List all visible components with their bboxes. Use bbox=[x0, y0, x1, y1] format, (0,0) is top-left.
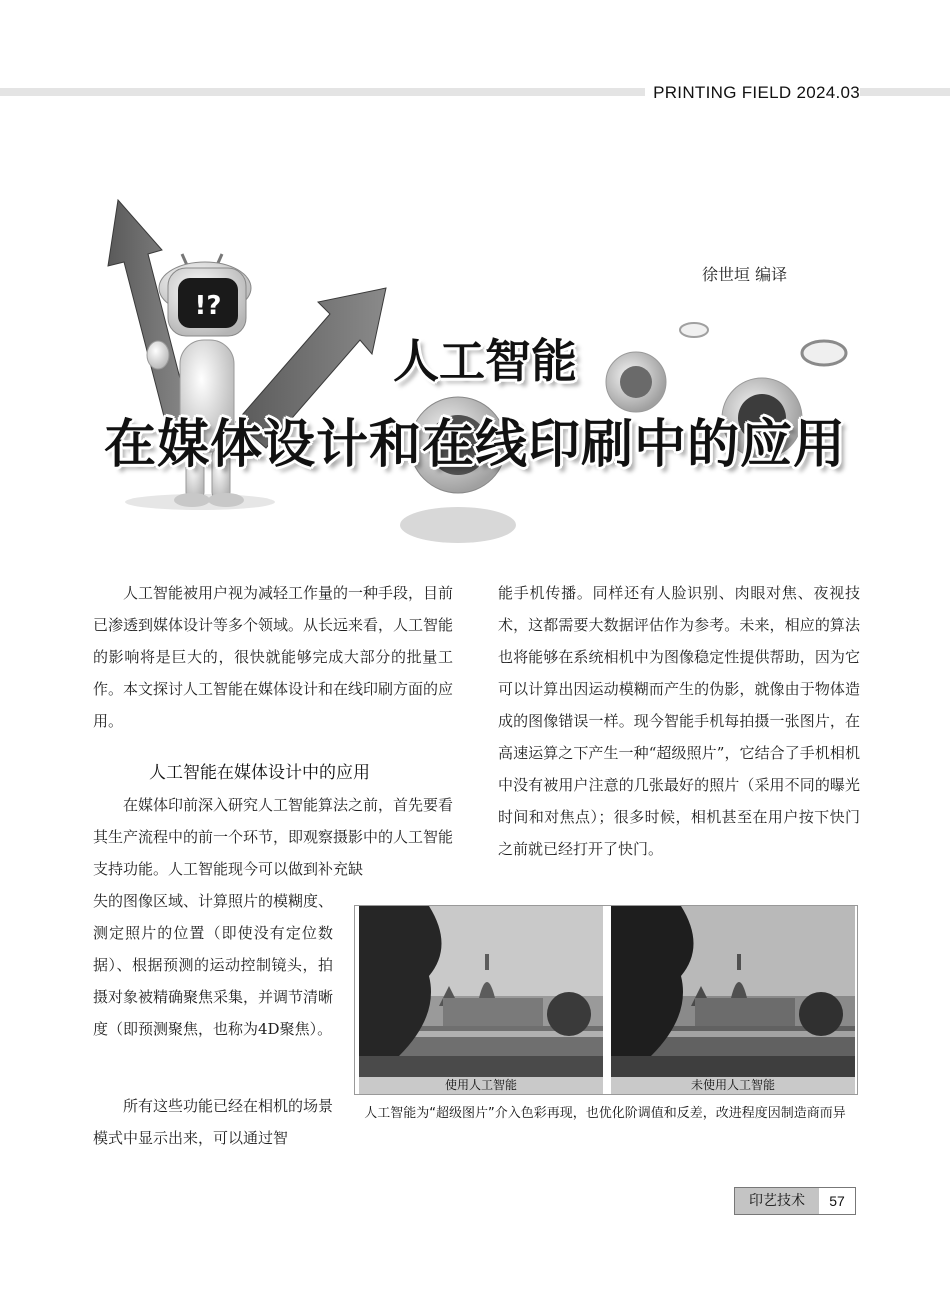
page-footer bbox=[734, 1187, 856, 1215]
article-title-line1: 人工智能 bbox=[393, 334, 577, 388]
journal-name: 印艺技术 bbox=[735, 1188, 819, 1214]
photo-with-ai bbox=[359, 906, 603, 1094]
photo-with-ai-image bbox=[359, 906, 603, 1094]
intro-paragraph: 人工智能被用户视为减轻工作量的一种手段，目前已渗透到媒体设计等多个领域。从长远来看，人工智能的影响将是巨大的，很快就能够完成大部分的批量工作。本文探讨人工智能在媒体设计和在线印刷方面的应用。 bbox=[93, 584, 454, 730]
body-paragraph: 在媒体印前深入研究人工智能算法之前，首先要看其生产流程中的前一个环节，即观察摄影中的人工智能支持功能。人工智能现今可以做到补充缺 bbox=[93, 796, 454, 878]
page-number: 57 bbox=[819, 1188, 855, 1214]
left-column-bottom bbox=[93, 1090, 333, 1154]
robot-sign-icon: !? bbox=[194, 291, 222, 321]
section-heading: 人工智能在媒体设计中的应用 bbox=[149, 763, 370, 783]
body-paragraph: 所有这些功能已经在相机的场景模式中显示出来，可以通过智 bbox=[93, 1097, 334, 1147]
photo-label: 未使用人工智能 bbox=[611, 1077, 855, 1094]
right-column bbox=[498, 577, 860, 865]
body-paragraph-continued: 失的图像区域、计算照片的模糊度、测定照片的位置（即使没有定位数据）、根据预测的运动控制镜头，拍摄对象被精确聚焦采集，并调节清晰度（即预测聚焦，也称为4D聚焦）。 bbox=[93, 892, 334, 1038]
photo-label: 使用人工智能 bbox=[359, 1077, 603, 1094]
comparison-figure bbox=[354, 905, 858, 1095]
photo-without-ai-image bbox=[611, 906, 855, 1094]
running-head: PRINTING FIELD 2024.03 bbox=[645, 83, 860, 103]
figure-caption: 人工智能为“超级图片”介入色彩再现，也优化阶调值和反差，改进程度因制造商而异 bbox=[364, 1106, 846, 1121]
photo-without-ai bbox=[611, 906, 855, 1094]
body-paragraph: 能手机传播。同样还有人脸识别、肉眼对焦、夜视技术，这都需要大数据评估作为参考。未来，相应的算法也将能够在系统相机中为图像稳定性提供帮助，因为它可以计算出因运动模糊而产生的伪影，就像由于物体造成的图像错误一样。现今智能手机每拍摄一张图片，在高速运算之下产生一种“超级照片”，它结合了手机相机中没有被用户注意的几张最好的照片（采用不同的曝光时间和对焦点）；很多时候，相机甚至在用户按下快门之前就已经打开了快门。 bbox=[498, 584, 860, 858]
article-title-line2: 在媒体设计和在线印刷中的应用 bbox=[103, 415, 846, 475]
author-byline: 徐世垣 编译 bbox=[702, 265, 788, 284]
